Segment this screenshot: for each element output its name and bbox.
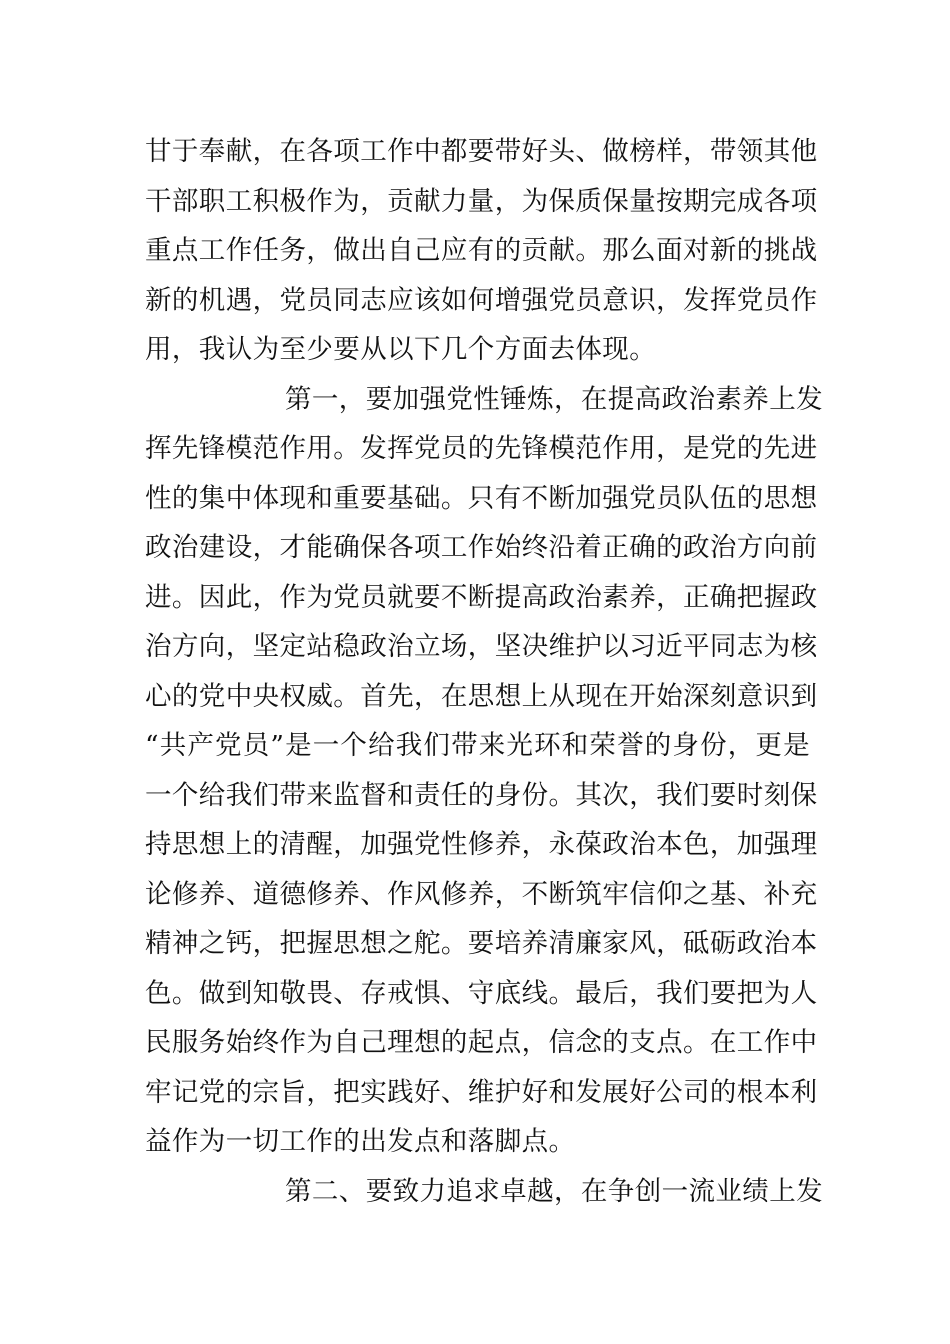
text-line: 甘于奉献，在各项工作中都要带好头、做榜样，带领其他 xyxy=(145,136,818,167)
text-line: 挥先锋模范作用。发挥党员的先锋模范作用，是党的先进 xyxy=(145,433,818,464)
text-line: 政治建设，才能确保各项工作始终沿着正确的政治方向前 xyxy=(145,532,818,563)
text-line: 色。做到知敬畏、存戒惧、守底线。最后，我们要把为人 xyxy=(145,977,818,1009)
text-line: 益作为一切工作的出发点和落脚点。 xyxy=(145,1126,576,1157)
text-line: 一个给我们带来监督和责任的身份。其次，我们要时刻保 xyxy=(145,779,818,811)
text-line: 干部职工积极作为，贡献力量，为保质保量按期完成各项 xyxy=(145,185,818,217)
text-line: 进。因此，作为党员就要不断提高政治素养，正确把握政 xyxy=(145,581,818,613)
text-line: 重点工作任务，做出自己应有的贡献。那么面对新的挑战 xyxy=(145,235,818,266)
text-line: 性的集中体现和重要基础。只有不断加强党员队伍的思想 xyxy=(145,482,818,514)
paragraph-1 xyxy=(145,127,818,375)
paragraph-3 xyxy=(145,1167,823,1217)
text-line: 用，我认为至少要从以下几个方面去体现。 xyxy=(145,334,657,365)
text-line: “共产党员”是一个给我们带来光环和荣誉的身份，更是 xyxy=(145,730,810,761)
text-line: 民服务始终作为自己理想的起点，信念的支点。在工作中 xyxy=(145,1027,818,1058)
text-line: 新的机遇，党员同志应该如何增强党员意识，发挥党员作 xyxy=(145,284,818,316)
text-line: 第一，要加强党性锤炼，在提高政治素养上发 xyxy=(285,383,823,415)
text-line: 牢记党的宗旨，把实践好、维护好和发展好公司的根本利 xyxy=(145,1076,818,1108)
text-line: 治方向，坚定站稳政治立场，坚决维护以习近平同志为核 xyxy=(145,631,818,662)
body-text xyxy=(145,127,823,1216)
text-line: 持思想上的清醒，加强党性修养，永葆政治本色，加强理 xyxy=(145,829,818,860)
text-line: 精神之钙，把握思想之舵。要培养清廉家风，砥砺政治本 xyxy=(145,928,818,959)
text-line: 第二、要致力追求卓越，在争创一流业绩上发 xyxy=(285,1175,823,1207)
text-line: 论修养、道德修养、作风修养，不断筑牢信仰之基、补充 xyxy=(145,878,818,910)
text-line: 心的党中央权威。首先，在思想上从现在开始深刻意识到 xyxy=(145,680,818,712)
paragraph-2 xyxy=(145,375,823,1167)
